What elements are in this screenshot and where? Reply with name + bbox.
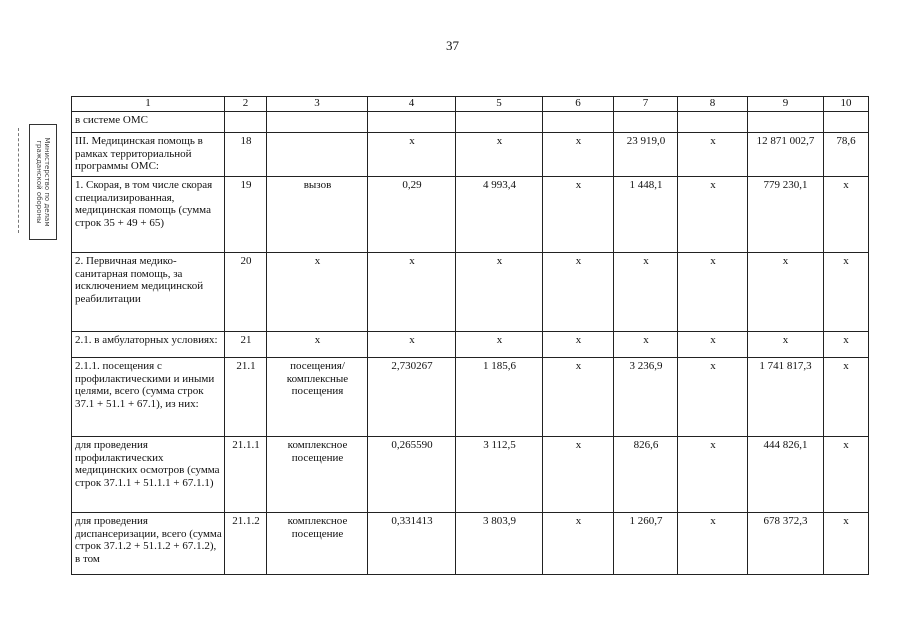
table-cell-col-2: 20 <box>225 253 267 332</box>
stamp-line-1: Министерство по делам <box>43 137 51 227</box>
column-header-1: 1 <box>72 97 225 112</box>
binding-mark <box>18 128 22 233</box>
table-cell-col-10: x <box>824 177 869 253</box>
table-cell-col-5 <box>456 112 543 133</box>
table-cell-col-10: x <box>824 332 869 358</box>
column-header-2: 2 <box>225 97 267 112</box>
column-header-7: 7 <box>614 97 678 112</box>
table-cell-col-7: 23 919,0 <box>614 133 678 177</box>
table-cell-col-10: x <box>824 358 869 437</box>
table-cell-col-1: 2.1. в амбулаторных условиях: <box>72 332 225 358</box>
table-cell-col-2: 21.1.1 <box>225 437 267 513</box>
table-cell-col-2: 19 <box>225 177 267 253</box>
table-cell-col-7: 1 260,7 <box>614 513 678 575</box>
table-cell-col-2 <box>225 112 267 133</box>
column-header-5: 5 <box>456 97 543 112</box>
table-cell-col-9: x <box>748 332 824 358</box>
table-cell-col-5: 3 112,5 <box>456 437 543 513</box>
table-cell-col-10: 78,6 <box>824 133 869 177</box>
data-table <box>71 96 869 575</box>
table-cell-col-8 <box>678 112 748 133</box>
table-cell-col-2: 21 <box>225 332 267 358</box>
table-cell-col-4: 2,730267 <box>368 358 456 437</box>
table-cell-col-7 <box>614 112 678 133</box>
table-cell-col-1: 2. Первичная медико-санитарная помощь, за исключением медицинской реабилитации <box>72 253 225 332</box>
table-row <box>72 358 869 437</box>
table-cell-col-9: 779 230,1 <box>748 177 824 253</box>
table-cell-col-1: 2.1.1. посещения с профилактическими и иными целями, всего (сумма строк 37.1 + 51.1 + 67.1), из них: <box>72 358 225 437</box>
table-body <box>72 97 869 575</box>
table-cell-col-3: посещения/ комплексные посещения <box>267 358 368 437</box>
table-cell-col-10: x <box>824 253 869 332</box>
table-cell-col-6: x <box>543 177 614 253</box>
stamp-line-2: гражданской обороны <box>35 140 43 224</box>
table-cell-col-7: x <box>614 253 678 332</box>
table-cell-col-7: 826,6 <box>614 437 678 513</box>
stamp-text <box>35 137 51 226</box>
table-cell-col-1: III. Медицинская помощь в рамках территориальной программы ОМС: <box>72 133 225 177</box>
table-row <box>72 177 869 253</box>
table-cell-col-10: x <box>824 513 869 575</box>
table-cell-col-3: комплексное посещение <box>267 513 368 575</box>
table-cell-col-3 <box>267 133 368 177</box>
table-row <box>72 513 869 575</box>
table-cell-col-5: 3 803,9 <box>456 513 543 575</box>
table-cell-col-8: x <box>678 437 748 513</box>
table-cell-col-4: 0,29 <box>368 177 456 253</box>
table-cell-col-8: x <box>678 253 748 332</box>
table-cell-col-10: x <box>824 437 869 513</box>
table-cell-col-8: x <box>678 177 748 253</box>
table-cell-col-6 <box>543 112 614 133</box>
page-number: 37 <box>446 38 459 53</box>
table-cell-col-6: x <box>543 253 614 332</box>
table-cell-col-10 <box>824 112 869 133</box>
table-cell-col-6: x <box>543 332 614 358</box>
column-header-6: 6 <box>543 97 614 112</box>
table-cell-col-7: x <box>614 332 678 358</box>
table-cell-col-6: x <box>543 513 614 575</box>
table-cell-col-6: x <box>543 358 614 437</box>
table-cell-col-9: 12 871 002,7 <box>748 133 824 177</box>
table-cell-col-2: 21.1 <box>225 358 267 437</box>
table-cell-col-2: 21.1.2 <box>225 513 267 575</box>
table-cell-col-5: 4 993,4 <box>456 177 543 253</box>
table-cell-col-5: 1 185,6 <box>456 358 543 437</box>
column-header-10: 10 <box>824 97 869 112</box>
table-cell-col-8: x <box>678 332 748 358</box>
table-header-row <box>72 97 869 112</box>
table-cell-col-5: x <box>456 332 543 358</box>
table-row <box>72 437 869 513</box>
table-cell-col-4 <box>368 112 456 133</box>
table-cell-col-8: x <box>678 513 748 575</box>
table-cell-col-9 <box>748 112 824 133</box>
table-cell-col-5: x <box>456 253 543 332</box>
table-cell-col-7: 1 448,1 <box>614 177 678 253</box>
table-cell-col-4: 0,331413 <box>368 513 456 575</box>
table-row <box>72 133 869 177</box>
table-cell-col-4: x <box>368 253 456 332</box>
table-row <box>72 332 869 358</box>
table-cell-col-8: x <box>678 133 748 177</box>
table-cell-col-9: 444 826,1 <box>748 437 824 513</box>
table-cell-col-1: 1. Скорая, в том числе скорая специализированная, медицинская помощь (сумма строк 35 + 49 + 65) <box>72 177 225 253</box>
table-cell-col-3: x <box>267 253 368 332</box>
column-header-8: 8 <box>678 97 748 112</box>
table-cell-col-4: x <box>368 133 456 177</box>
table-cell-col-3: x <box>267 332 368 358</box>
table-cell-col-6: x <box>543 437 614 513</box>
table-cell-col-4: x <box>368 332 456 358</box>
table-cell-col-6: x <box>543 133 614 177</box>
table-cell-col-3: вызов <box>267 177 368 253</box>
table-cell-col-5: x <box>456 133 543 177</box>
table-cell-col-1: для проведения профилактических медицинских осмотров (сумма строк 37.1.1 + 51.1.1 + 67.1.1) <box>72 437 225 513</box>
registration-stamp <box>29 124 57 240</box>
table-cell-col-1: для проведения диспансеризации, всего (сумма строк 37.1.2 + 51.1.2 + 67.1.2), в том <box>72 513 225 575</box>
table-cell-col-7: 3 236,9 <box>614 358 678 437</box>
page-cutoff <box>0 587 905 640</box>
table-cell-col-2: 18 <box>225 133 267 177</box>
table-cell-col-9: 678 372,3 <box>748 513 824 575</box>
table-cell-col-9: x <box>748 253 824 332</box>
column-header-9: 9 <box>748 97 824 112</box>
table-cell-col-3 <box>267 112 368 133</box>
column-header-3: 3 <box>267 97 368 112</box>
table-row <box>72 112 869 133</box>
table-cell-col-3: комплексное посещение <box>267 437 368 513</box>
table-cell-col-8: x <box>678 358 748 437</box>
table-row <box>72 253 869 332</box>
table-cell-col-4: 0,265590 <box>368 437 456 513</box>
table-cell-col-1: в системе ОМС <box>72 112 225 133</box>
column-header-4: 4 <box>368 97 456 112</box>
table-cell-col-9: 1 741 817,3 <box>748 358 824 437</box>
